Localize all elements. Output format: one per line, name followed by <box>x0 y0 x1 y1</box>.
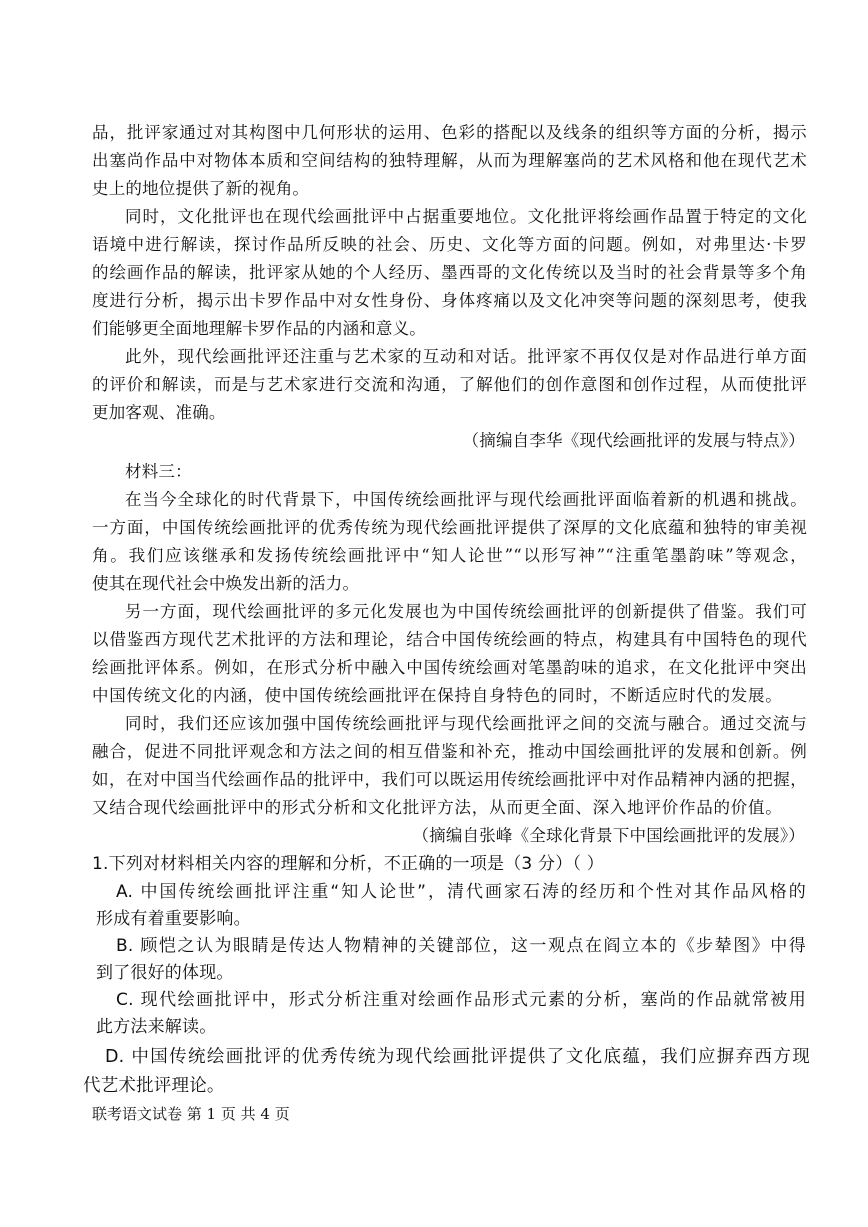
option-a: A. 中国传统绘画批评注重“知人论世”，清代画家石涛的经历和个性对其作品风格的 <box>116 882 806 902</box>
text-line: 如，在对中国当代绘画作品的批评中，我们可以既运用传统绘画批评中对作品精神内涵的把握， <box>92 770 807 789</box>
text-line: 以借鉴西方现代艺术批评的方法和理论，结合中国传统绘画的特点，构建具有中国特色的现代 <box>92 630 807 649</box>
text-line: 使其在现代社会中焕发出新的活力。 <box>92 574 360 593</box>
text-line: 们能够更全面地理解卡罗作品的内涵和意义。 <box>92 319 426 338</box>
text-line: 又结合现代绘画批评中的形式分析和文化批评方法，从而更全面、深入地评价作品的价值。 <box>92 798 782 817</box>
text-line: 中国传统文化的内涵，使中国传统绘画批评在保持自身特色的同时，不断适应时代的发展。 <box>92 686 782 705</box>
text-line: 品，批评家通过对其构图中几何形状的运用、色彩的搭配以及线条的组织等方面的分析，揭示 <box>92 123 807 142</box>
text-line: 度进行分析，揭示出卡罗作品中对女性身份、身体疼痛以及文化冲突等问题的深刻思考，使我 <box>92 291 807 310</box>
option-d-cont: 代艺术批评理论。 <box>83 1076 225 1096</box>
text-line: 另一方面，现代绘画批评的多元化发展也为中国传统绘画批评的创新提供了借鉴。我们可 <box>125 602 807 621</box>
option-c: C. 现代绘画批评中，形式分析注重对绘画作品形式元素的分析，塞尚的作品就常被用 <box>116 990 806 1010</box>
text-line: 同时，我们还应该加强中国传统绘画批评与现代绘画批评之间的交流与融合。通过交流与 <box>125 714 807 733</box>
text-line: 语境中进行解读，探讨作品所反映的社会、历史、文化等方面的问题。例如，对弗里达·卡罗 <box>92 235 807 254</box>
text-line: 的绘画作品的解读，批评家从她的个人经历、墨西哥的文化传统以及当时的社会背景等多个角 <box>92 263 807 282</box>
text-line: 的评价和解读，而是与艺术家进行交流和沟通，了解他们的创作意图和创作过程，从而使批评 <box>92 375 807 394</box>
text-line: 融合，促进不同批评观念和方法之间的相互借鉴和补充，推动中国绘画批评的发展和创新。例 <box>92 742 807 761</box>
text-line: 更加客观、准确。 <box>92 403 226 422</box>
question-stem: 1.下列对材料相关内容的理解和分析，不正确的一项是（3 分）（ ） <box>92 854 604 874</box>
text-line: 角。我们应该继承和发扬传统绘画批评中“知人论世”“以形写神”“注重笔墨韵味”等观念， <box>92 546 807 565</box>
text-line: 绘画批评体系。例如，在形式分析中融入中国传统绘画对笔墨韵味的追求，在文化批评中突出 <box>92 658 807 677</box>
source-citation: （摘编自李华《现代绘画批评的发展与特点》） <box>462 431 805 450</box>
option-b-cont: 到了很好的体现。 <box>96 963 234 983</box>
text-line: 在当今全球化的时代背景下，中国传统绘画批评与现代绘画批评面临着新的机遇和挑战。 <box>125 490 807 509</box>
material-heading: 材料三： <box>125 462 192 481</box>
text-line: 史上的地位提供了新的视角。 <box>92 179 310 198</box>
option-c-cont: 此方法来解读。 <box>96 1017 217 1037</box>
source-citation: （摘编自张峰《全球化背景下中国绘画批评的发展》） <box>412 826 805 845</box>
page-footer: 联考语文试卷 第 1 页 共 4 页 <box>92 1105 290 1123</box>
text-line: 一方面，中国传统绘画批评的优秀传统为现代绘画批评提供了深厚的文化底蕴和独特的审美视 <box>92 518 807 537</box>
text-line: 此外，现代绘画批评还注重与艺术家的互动和对话。批评家不再仅仅是对作品进行单方面 <box>125 347 807 366</box>
option-b: B. 顾恺之认为眼睛是传达人物精神的关键部位，这一观点在阎立本的《步辇图》中得 <box>116 936 806 956</box>
option-a-cont: 形成有着重要影响。 <box>96 909 251 929</box>
text-line: 同时，文化批评也在现代绘画批评中占据重要地位。文化批评将绘画作品置于特定的文化 <box>125 207 807 226</box>
text-line: 出塞尚作品中对物体本质和空间结构的独特理解，从而为理解塞尚的艺术风格和他在现代艺术 <box>92 151 807 170</box>
option-d: D. 中国传统绘画批评的优秀传统为现代绘画批评提供了文化底蕴，我们应摒弃西方现 <box>105 1047 810 1067</box>
